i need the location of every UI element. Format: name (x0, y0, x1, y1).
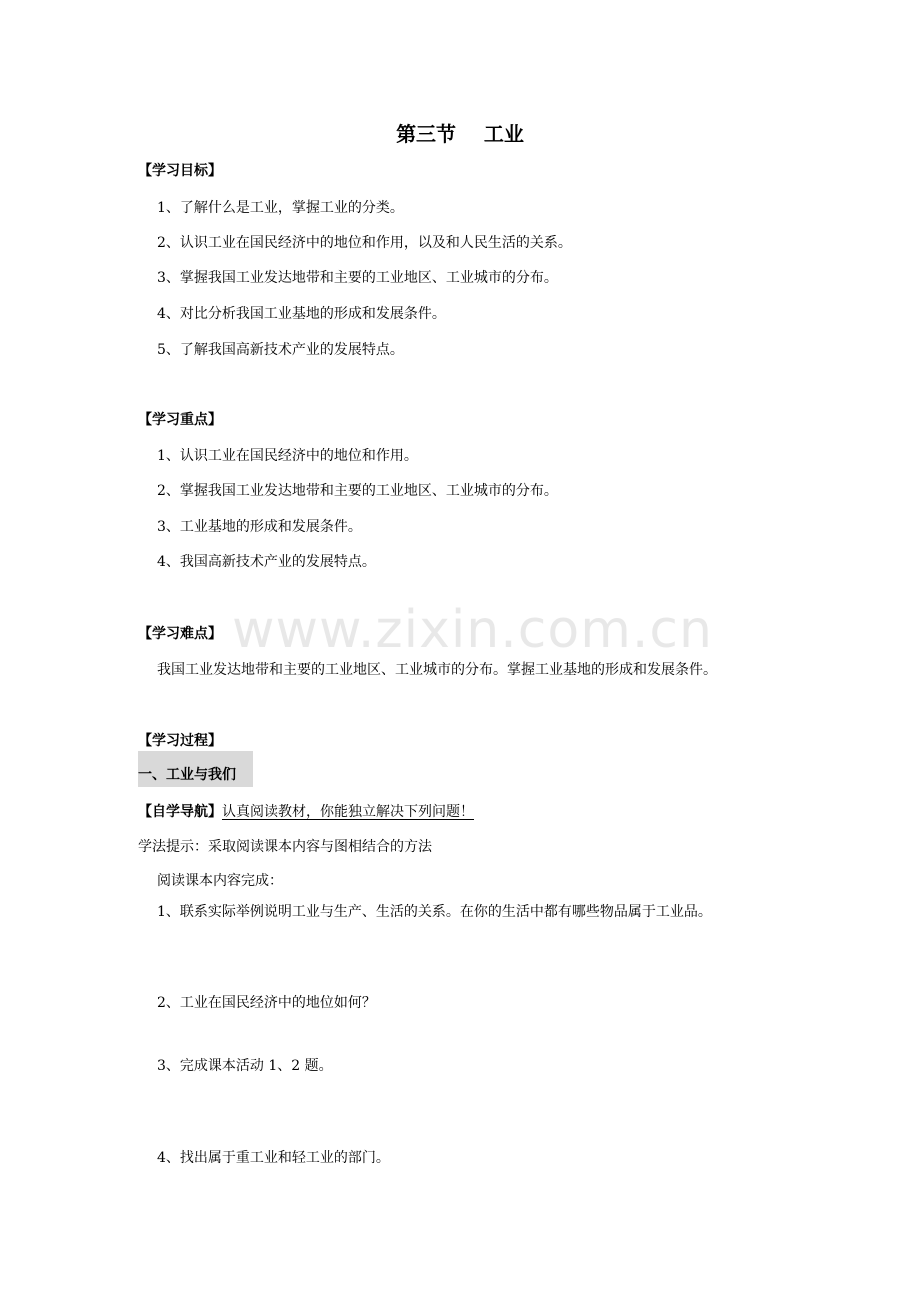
key-point-item-2: 2、掌握我国工业发达地带和主要的工业地区、工业城市的分布。 (157, 483, 558, 499)
key-point-item-4: 4、我国高新技术产业的发展特点。 (157, 554, 376, 570)
self-study-nav-label: 【自学导航】 (138, 804, 222, 820)
goal-item-2: 2、认识工业在国民经济中的地位和作用，以及和人民生活的关系。 (157, 235, 572, 251)
difficulties-text: 我国工业发达地带和主要的工业地区、工业城市的分布。掌握工业基地的形成和发展条件。 (157, 662, 717, 678)
key-points-heading: 【学习重点】 (138, 412, 222, 428)
question-1: 1、联系实际举例说明工业与生产、生活的关系。在你的生活中都有哪些物品属于工业品。 (157, 904, 712, 920)
goal-item-1: 1、了解什么是工业，掌握工业的分类。 (157, 200, 404, 216)
key-point-item-3: 3、工业基地的形成和发展条件。 (157, 519, 362, 535)
section-title-highlight (138, 751, 253, 787)
goal-item-5: 5、了解我国高新技术产业的发展特点。 (157, 342, 404, 358)
question-4: 4、找出属于重工业和轻工业的部门。 (157, 1150, 390, 1166)
self-study-nav-text: 认真阅读教材，你能独立解决下列问题！ (222, 804, 474, 820)
question-2: 2、工业在国民经济中的地位如何？ (157, 995, 376, 1011)
page-title: 第三节 工业 (396, 122, 524, 146)
method-hint: 学法提示：采取阅读课本内容与图相结合的方法 (138, 839, 432, 855)
key-point-item-1: 1、认识工业在国民经济中的地位和作用。 (157, 448, 418, 464)
goal-item-4: 4、对比分析我国工业基地的形成和发展条件。 (157, 306, 446, 322)
watermark: www.zixin.com.cn (232, 600, 713, 660)
self-study-nav (138, 801, 474, 821)
question-3: 3、完成课本活动 1、2 题。 (157, 1058, 333, 1074)
goal-item-3: 3、掌握我国工业发达地带和主要的工业地区、工业城市的分布。 (157, 270, 558, 286)
process-heading: 【学习过程】 (138, 733, 222, 749)
difficulties-heading: 【学习难点】 (138, 626, 222, 642)
read-prompt: 阅读课本内容完成： (157, 873, 283, 889)
goals-heading: 【学习目标】 (138, 163, 222, 179)
section-title: 一、工业与我们 (138, 767, 236, 783)
